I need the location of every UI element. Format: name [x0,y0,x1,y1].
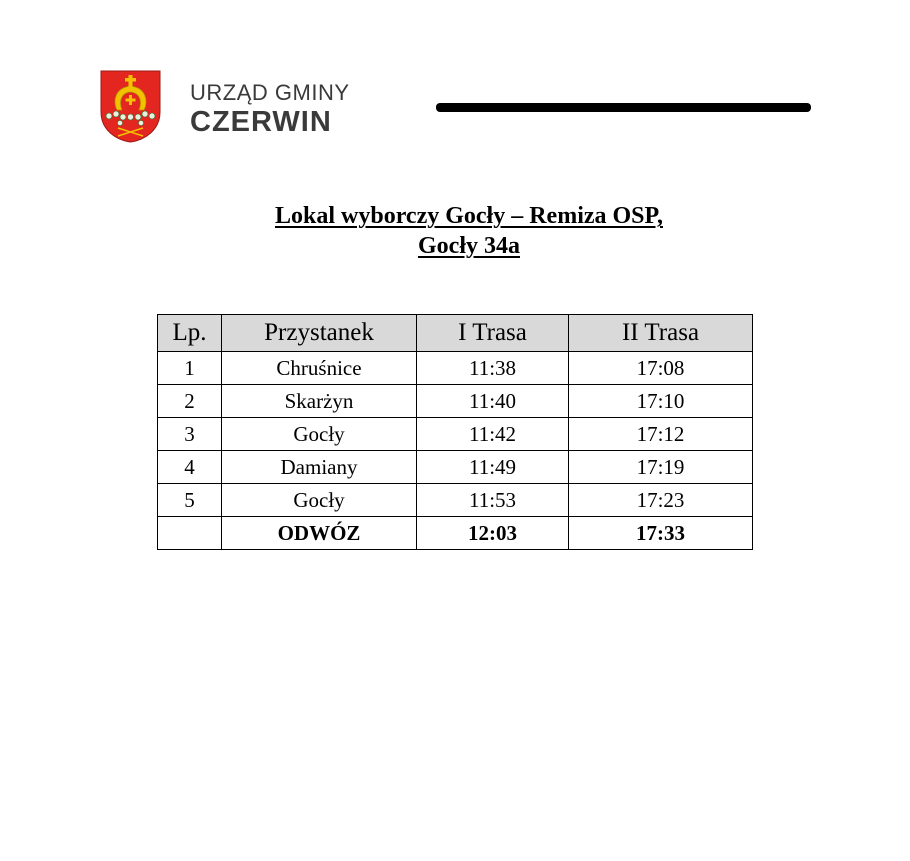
header-rule [436,103,811,112]
column-header-route-2: II Trasa [569,315,753,352]
table-row [158,418,753,451]
cell-route-1-time: 11:40 [417,385,569,418]
title-line-2: Gocły 34a [418,233,520,259]
title-line-1: Lokal wyborczy Gocły – Remiza OSP, [275,203,663,229]
document-title [0,201,910,261]
table-row [158,385,753,418]
cell-return-label: ODWÓZ [222,517,417,550]
logo-line-urzad-gminy: URZĄD GMINY [190,80,350,105]
table-header-row [158,315,753,352]
cell-route-1-time: 11:38 [417,352,569,385]
cell-route-2-time: 17:12 [569,418,753,451]
cell-stop: Skarżyn [222,385,417,418]
cell-lp: 4 [158,451,222,484]
cell-lp [158,517,222,550]
logo-line-czerwin: CZERWIN [190,106,332,138]
cell-route-2-time: 17:23 [569,484,753,517]
table-row [158,352,753,385]
cell-stop: Damiany [222,451,417,484]
table-row [158,484,753,517]
cell-lp: 2 [158,385,222,418]
coat-of-arms-icon [100,70,161,143]
organization-logo-text [190,79,350,137]
cell-route-2-time: 17:08 [569,352,753,385]
cell-lp: 3 [158,418,222,451]
column-header-route-1: I Trasa [417,315,569,352]
cell-route-2-time: 17:10 [569,385,753,418]
bus-schedule-table [157,314,753,550]
cell-route-1-return-time: 12:03 [417,517,569,550]
cell-lp: 5 [158,484,222,517]
table-row [158,451,753,484]
column-header-stop: Przystanek [222,315,417,352]
cell-route-2-return-time: 17:33 [569,517,753,550]
cell-route-1-time: 11:42 [417,418,569,451]
column-header-lp: Lp. [158,315,222,352]
table-footer-row [158,517,753,550]
cell-stop: Chruśnice [222,352,417,385]
cell-route-1-time: 11:49 [417,451,569,484]
cell-stop: Gocły [222,418,417,451]
cell-route-2-time: 17:19 [569,451,753,484]
cell-stop: Gocły [222,484,417,517]
cell-lp: 1 [158,352,222,385]
cell-route-1-time: 11:53 [417,484,569,517]
